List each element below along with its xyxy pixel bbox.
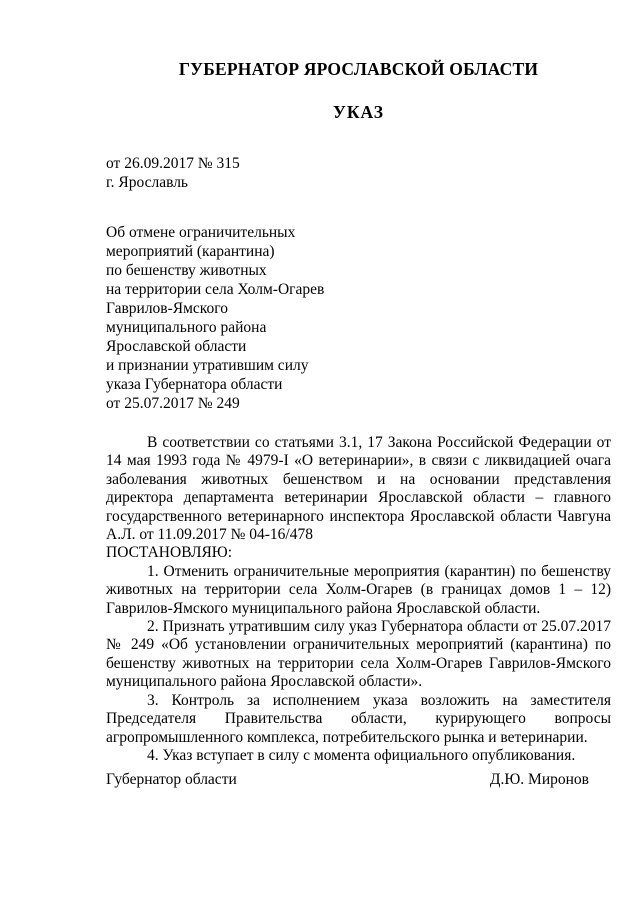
subject-line: Об отмене ограничительных [106, 224, 296, 241]
document-body [106, 434, 611, 765]
preamble-paragraph: В соответствии со статьями 3.1, 17 Закона Российской Федерации от 14 мая 1993 года № 4979-I «О ветеринарии», в связи с ликвидацией очага заболевания животных бешенством и на основании представления директора департамента ветеринарии Ярославской области – главного государственного ветеринарного инспектора Ярославской области Чавгуна А.Л. от 11.09.2017 № 04-16/478 [106, 434, 611, 544]
subject-line: мероприятий (карантина) [106, 243, 275, 260]
place: г. Ярославль [106, 174, 188, 191]
subject-line: от 25.07.2017 № 249 [106, 395, 240, 412]
decree-item: 3. Контроль за исполнением указа возложить на заместителя Председателя Правительства области, курирующего вопросы агропромышленного комплекса, потребительского рынка и ветеринарии. [106, 691, 611, 746]
subject-line: муниципального района [106, 319, 267, 336]
subject-line: и признании утратившим силу [106, 357, 309, 374]
date-number: от 26.09.2017 № 315 [106, 155, 240, 172]
subject-line: указа Губернатора области [106, 376, 283, 393]
document-meta [106, 154, 240, 192]
decree-word: ПОСТАНОВЛЯЮ: [106, 544, 233, 562]
subject-line: по бешенству животных [106, 262, 267, 279]
decree-item: 1. Отменить ограничительные мероприятия (карантин) по бешенству животных на территории села Холм-Огарев (в границах домов 1 – 12) Гаврилов-Ямского муниципального района Ярославской области. [106, 562, 611, 617]
document-type-heading: УКАЗ [333, 102, 384, 122]
signatory-name: Д.Ю. Миронов [489, 771, 589, 788]
document-subject [106, 223, 324, 413]
subject-line: на территории села Холм-Огарев [106, 281, 325, 298]
decree-item: 2. Признать утратившим силу указ Губернатора области от 25.07.2017 № 249 «Об установлении ограничительных мероприятий (карантина) по бешенству животных на территории села Холм-Огарев Гаврилов-Ямского муниципального района Ярославской области». [106, 618, 611, 691]
signature-block [106, 771, 589, 789]
subject-line: Гаврилов-Ямского [106, 300, 229, 317]
signatory-position: Губернатор области [106, 771, 237, 788]
authority-heading: ГУБЕРНАТОР ЯРОСЛАВСКОЙ ОБЛАСТИ [178, 59, 539, 79]
decree-item: 4. Указ вступает в силу с момента официального опубликования. [147, 746, 576, 764]
subject-line: Ярославской области [106, 338, 247, 355]
